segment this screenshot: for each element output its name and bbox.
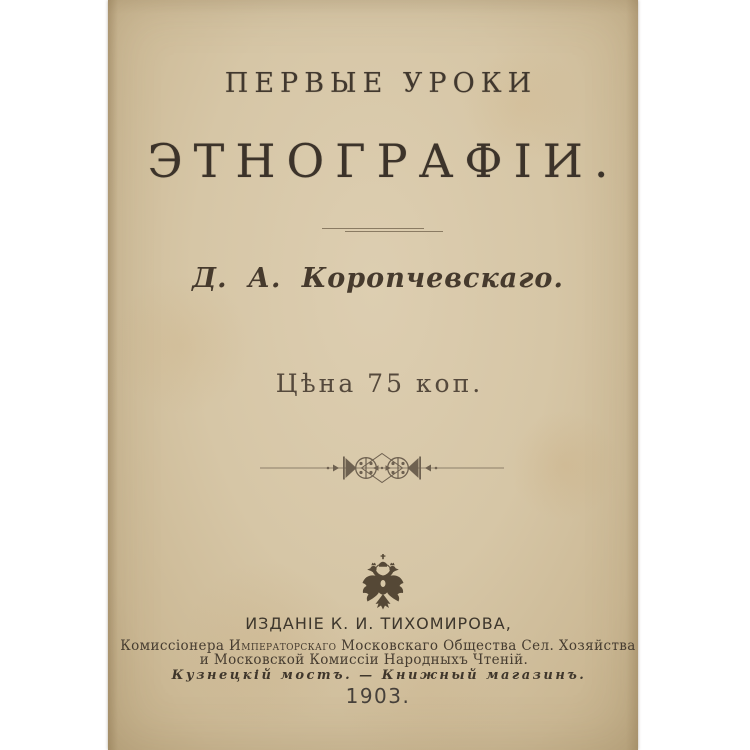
title-page-content xyxy=(113,0,643,750)
book-page xyxy=(108,0,638,750)
publication-year: 1903. xyxy=(345,684,411,708)
divider-rule-lower xyxy=(345,231,443,232)
divider-rule-upper xyxy=(322,228,424,229)
imperial-double-headed-eagle-icon xyxy=(359,554,407,612)
printers-ornament-divider-icon xyxy=(259,450,505,486)
publisher-commission-prefix: Комиссіонера xyxy=(120,638,230,654)
publisher-commission-imperial: Императорскаго xyxy=(229,638,337,654)
publisher-commission-suffix: Московскаго Общества Сел. Хозяйства xyxy=(336,638,636,654)
bookshop-address-line: Кузнецкій мостъ. — Книжный магазинъ. xyxy=(171,668,587,683)
publisher-committee-line: и Московской Комиссіи Народныхъ Чтеній. xyxy=(199,652,529,668)
book-title-line2: ЭТНОГРАФІИ. xyxy=(147,134,620,188)
publisher-imprint-line: ИЗДАНІЕ К. И. ТИХОМИРОВА, xyxy=(245,614,512,633)
author-name: Д. А. Коропчевскаго. xyxy=(192,263,564,294)
price-line: Цѣна 75 коп. xyxy=(275,369,484,398)
book-title-line1: ПЕРВЫЕ УРОКИ xyxy=(224,68,538,99)
